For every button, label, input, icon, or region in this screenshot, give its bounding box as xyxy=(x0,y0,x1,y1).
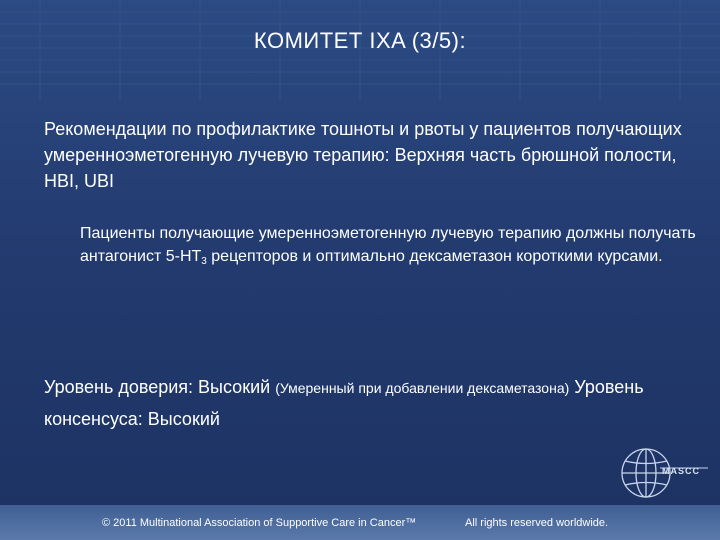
evidence-levels xyxy=(44,372,644,436)
recommendation-body-text-2: рецепторов и оптимально дексаметазон короткими курсами. xyxy=(206,248,663,265)
recommendation-body-text-1: Пациенты получающие умеренноэметогенную лучевую терапию должны получать антагонист 5-HT xyxy=(80,225,696,265)
footer-rights: All rights reserved worldwide. xyxy=(465,517,609,529)
recommendation-body xyxy=(80,222,700,268)
confidence-note: (Умеренный при добавлении дексаметазона) xyxy=(275,380,570,396)
footer-copyright: © 2011 Multinational Association of Supportive Care in Cancer™ xyxy=(102,517,417,529)
mascc-logo-text: MASCC xyxy=(662,466,700,476)
slide-title: КОМИТЕТ IXA (3/5): xyxy=(253,28,467,53)
recommendation-heading: Рекомендации по профилактике тошноты и рвоты у пациентов получающих умеренноэметогенную лучевую терапию: Верхняя часть брюшной полости, HBI, UBI xyxy=(44,119,682,191)
recommendation-body-subscript: 3 xyxy=(201,256,207,267)
consensus-level: Уровень консенсуса: Высокий xyxy=(44,377,644,429)
confidence-level: Уровень доверия: Высокий xyxy=(44,377,276,397)
